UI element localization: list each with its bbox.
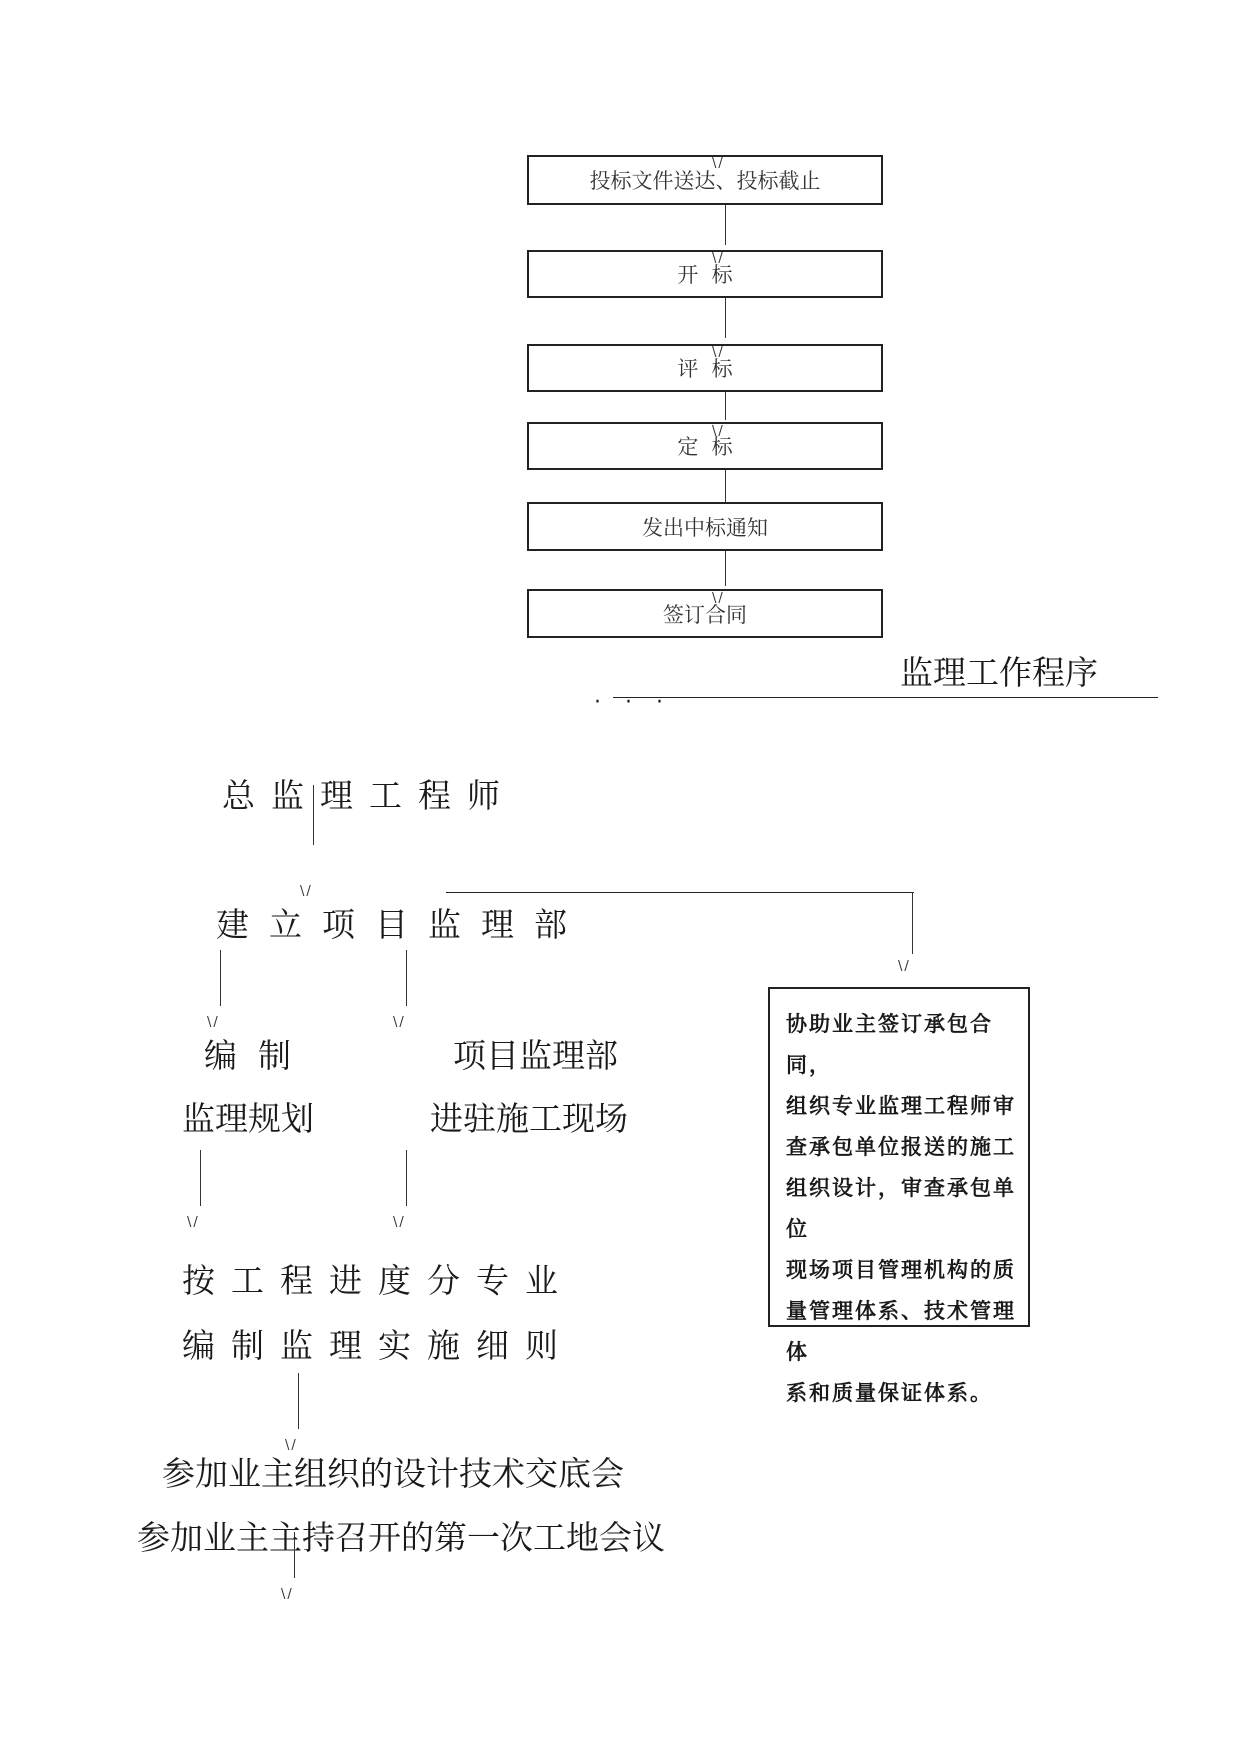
node-first-site-meeting: 参加业主主持召开的第一次工地会议 [137, 1518, 665, 1557]
arrow-tick: \/ [712, 424, 725, 439]
connector-line [725, 392, 726, 420]
flow-step-label: 开 标 [677, 263, 733, 287]
connector-line [220, 950, 221, 1006]
title-underline [613, 697, 1158, 698]
side-note-line: 组织专业监理工程师审 [786, 1093, 1016, 1118]
side-note-line: 量管理体系、技术管理体 [786, 1298, 1016, 1364]
arrow-tick: \/ [712, 156, 725, 171]
arrow-tick: \/ [300, 884, 313, 899]
connector-line [294, 1532, 295, 1578]
side-note-line: 组织设计，审查承包单位 [786, 1175, 1016, 1241]
connector-line [313, 785, 314, 845]
connector-line [725, 470, 726, 502]
dotted-leader: ··· [594, 690, 687, 715]
connector-line [406, 950, 407, 1006]
side-note-line: 查承包单位报送的施工 [786, 1134, 1016, 1159]
connector-line [446, 892, 914, 893]
flow-step-label: 签订合同 [663, 602, 747, 627]
arrow-tick: \/ [393, 1215, 406, 1230]
node-setup-dept: 建立项目监理部 [216, 905, 587, 944]
node-compile: 编 制 [204, 1036, 291, 1075]
flow-step-bid-evaluation [527, 344, 883, 392]
procedure-title: 监理工作程序 [900, 653, 1098, 692]
connector-line [912, 892, 913, 954]
arrow-tick: \/ [207, 1015, 220, 1030]
arrow-tick: \/ [281, 1587, 294, 1602]
node-chief-engineer: 总监理工程师 [222, 776, 516, 815]
arrow-tick: \/ [712, 345, 725, 360]
flow-step-bid-opening [527, 250, 883, 298]
flow-step-sign-contract [527, 589, 883, 638]
flow-step-label: 评 标 [677, 357, 733, 381]
connector-line [725, 298, 726, 338]
side-note-line: 系和质量保证体系。 [786, 1380, 993, 1405]
node-project-dept: 项目监理部 [453, 1036, 618, 1075]
node-design-meeting: 参加业主组织的设计技术交底会 [162, 1454, 624, 1493]
arrow-tick: \/ [712, 251, 725, 266]
flow-step-award-notice [527, 502, 883, 551]
flow-step-bid-submission [527, 155, 883, 205]
connector-line [298, 1373, 299, 1429]
arrow-tick: \/ [393, 1015, 406, 1030]
node-compile-rules: 编制监理实施细则 [182, 1326, 574, 1365]
connector-line [200, 1150, 201, 1206]
connector-line [725, 551, 726, 586]
arrow-tick: \/ [712, 591, 725, 606]
side-note-box [768, 987, 1030, 1405]
arrow-tick: \/ [285, 1438, 298, 1453]
node-by-progress: 按工程进度分专业 [182, 1261, 574, 1300]
flow-step-bid-award [527, 422, 883, 470]
connector-line [725, 205, 726, 245]
flow-step-label: 定 标 [677, 435, 733, 459]
connector-line [406, 1150, 407, 1206]
arrow-tick: \/ [187, 1215, 200, 1230]
node-supervision-plan: 监理规划 [182, 1099, 314, 1138]
flow-step-label: 发出中标通知 [642, 515, 768, 540]
side-note-line: 现场项目管理机构的质 [786, 1257, 1016, 1282]
arrow-tick: \/ [898, 959, 911, 974]
node-enter-site: 进驻施工现场 [430, 1099, 628, 1138]
side-note-line: 协助业主签订承包合同， [786, 1011, 993, 1077]
flow-step-label: 投标文件送达、投标截止 [589, 169, 821, 193]
